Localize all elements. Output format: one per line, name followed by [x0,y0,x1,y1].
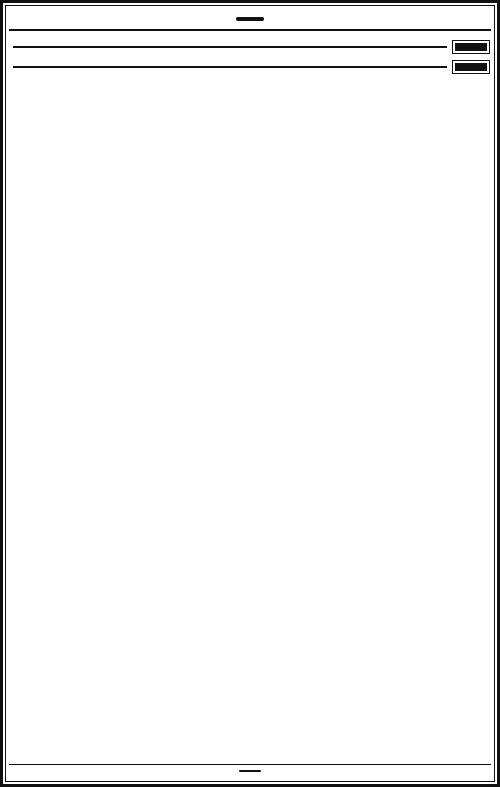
page-footer [9,764,491,780]
section-heading [455,63,487,71]
page-content [13,35,487,762]
section-heading-row [13,63,487,71]
section-rule [13,66,447,68]
page-header [9,9,491,31]
section-rule [13,46,447,48]
page-number [236,17,264,21]
section-heading [455,43,487,51]
volume-label [239,770,261,772]
section-heading-row [13,43,487,51]
